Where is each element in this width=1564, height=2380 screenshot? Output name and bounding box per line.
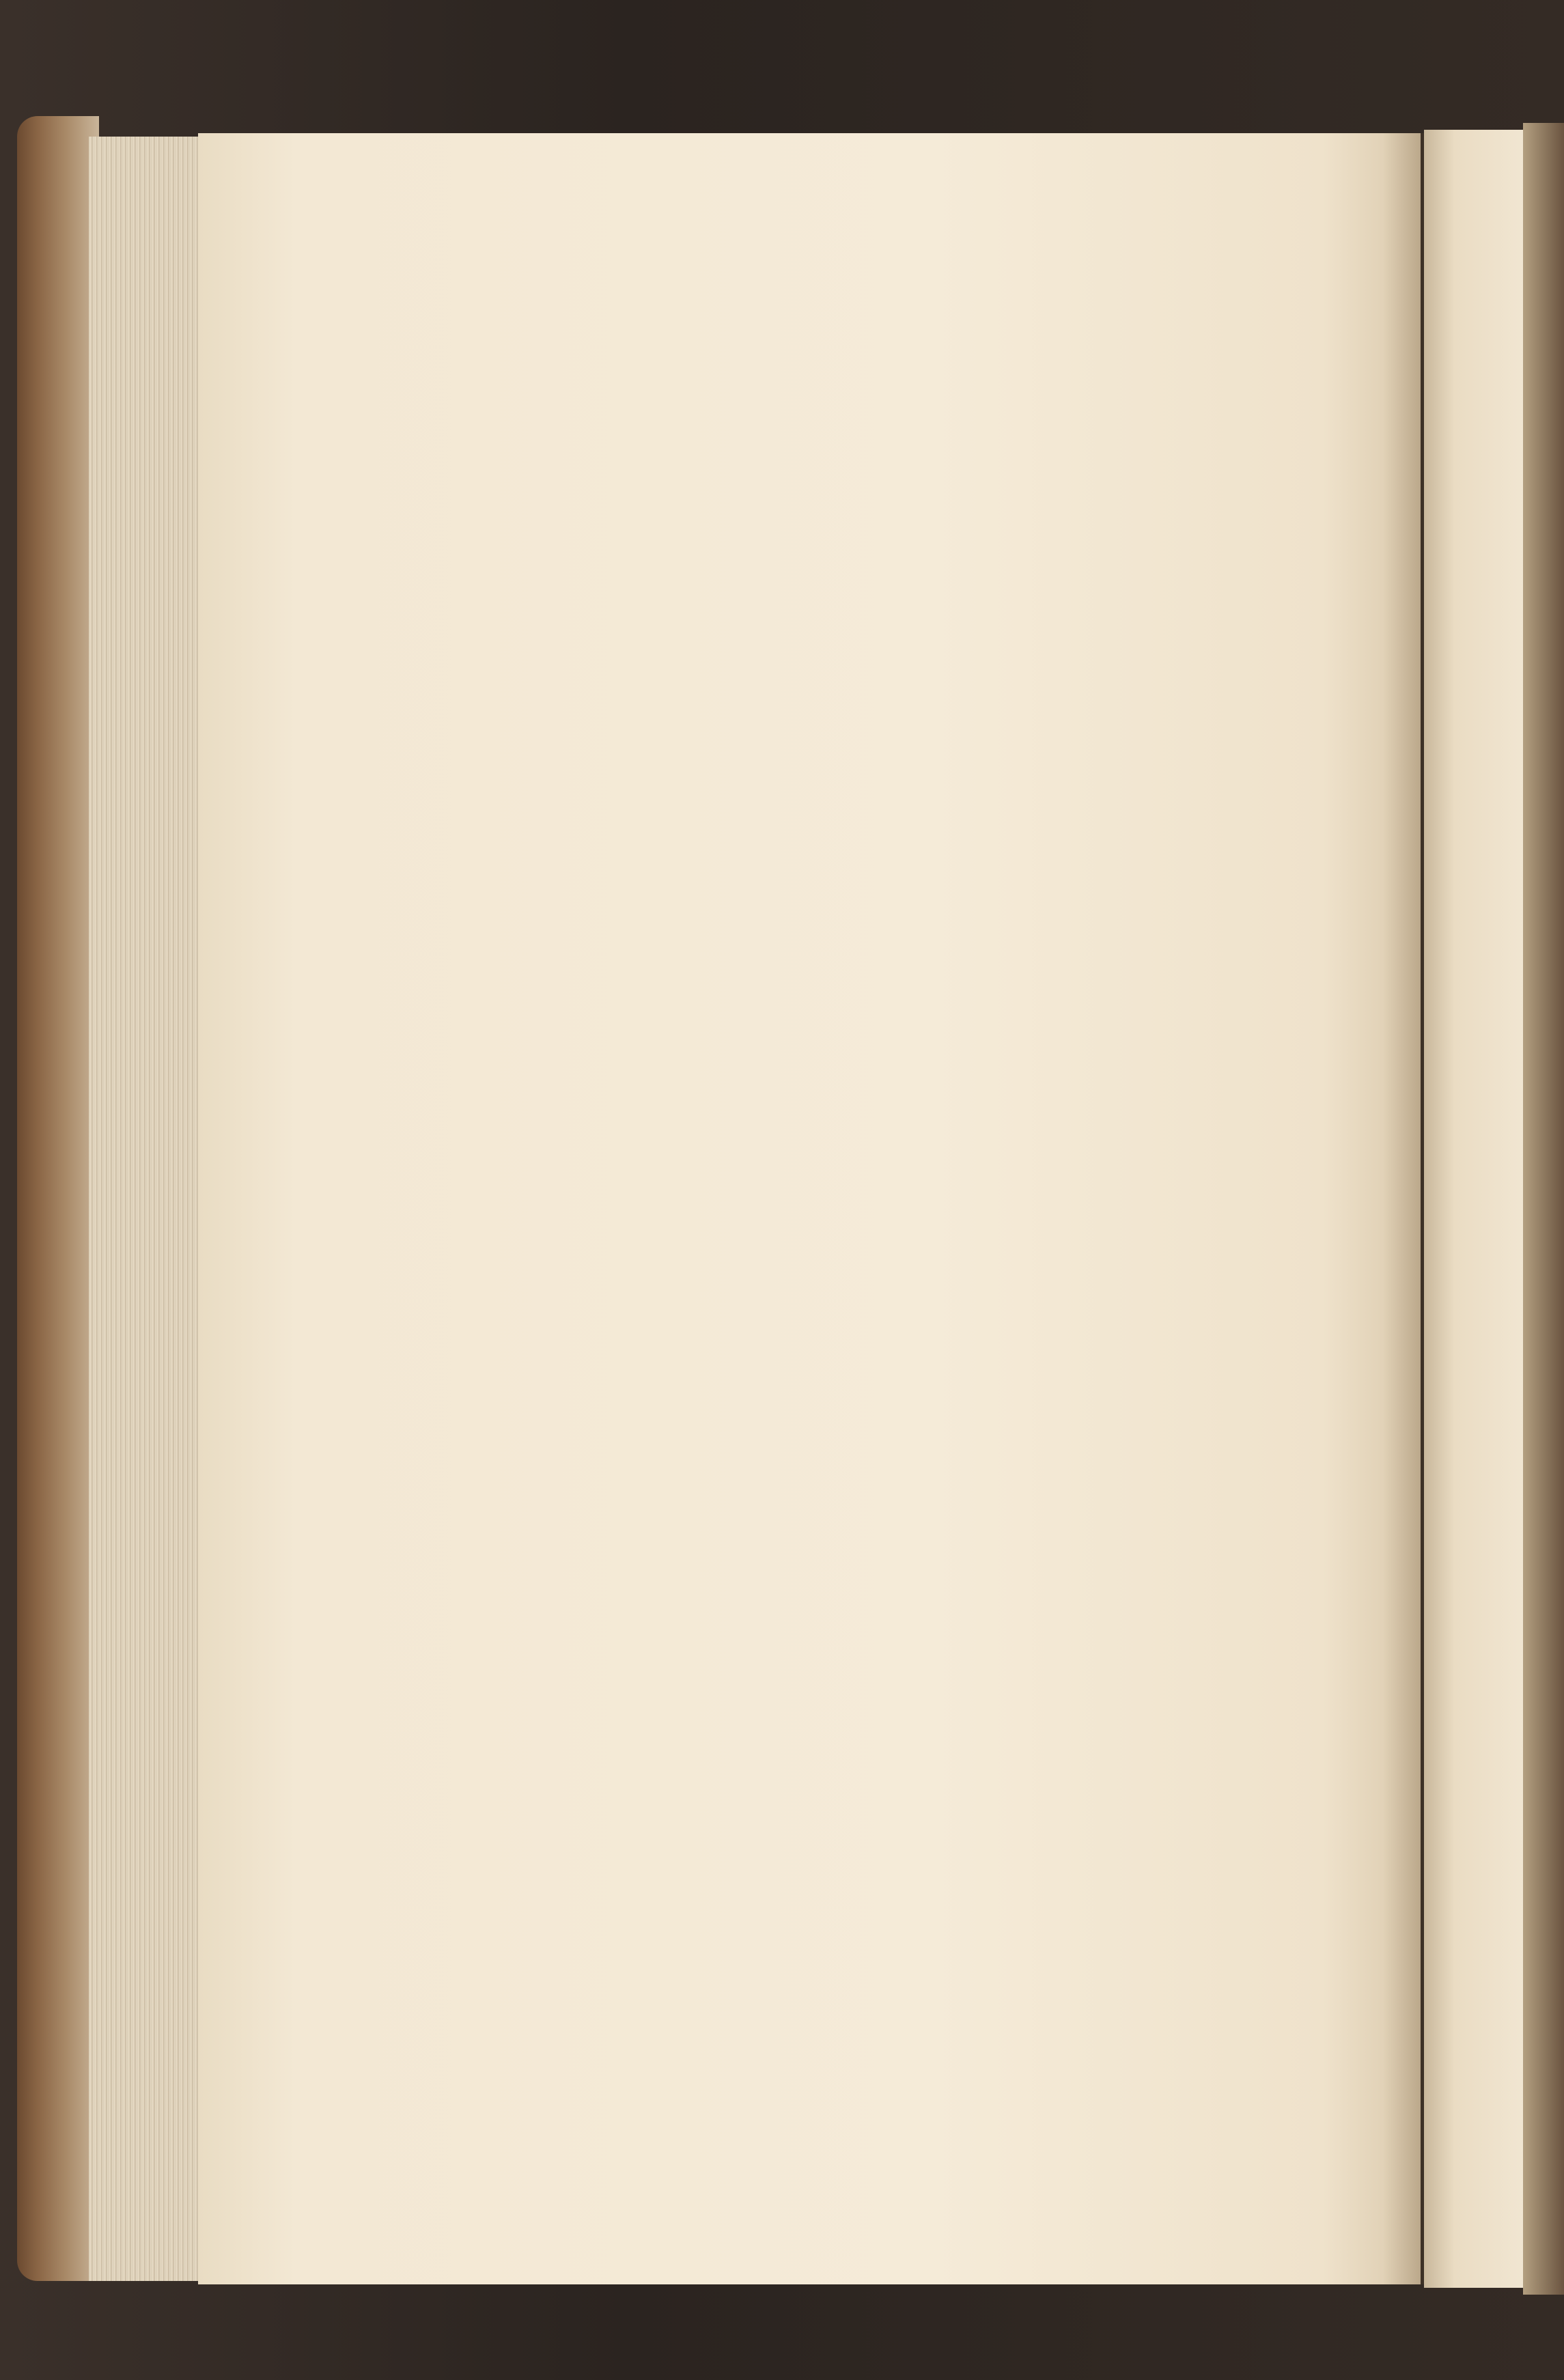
left-binding-edge <box>17 116 99 2281</box>
right-binding-edge <box>1523 123 1564 2295</box>
page-block-edges <box>89 137 208 2281</box>
facing-page <box>1424 130 1526 2288</box>
left-page <box>198 133 1421 2284</box>
